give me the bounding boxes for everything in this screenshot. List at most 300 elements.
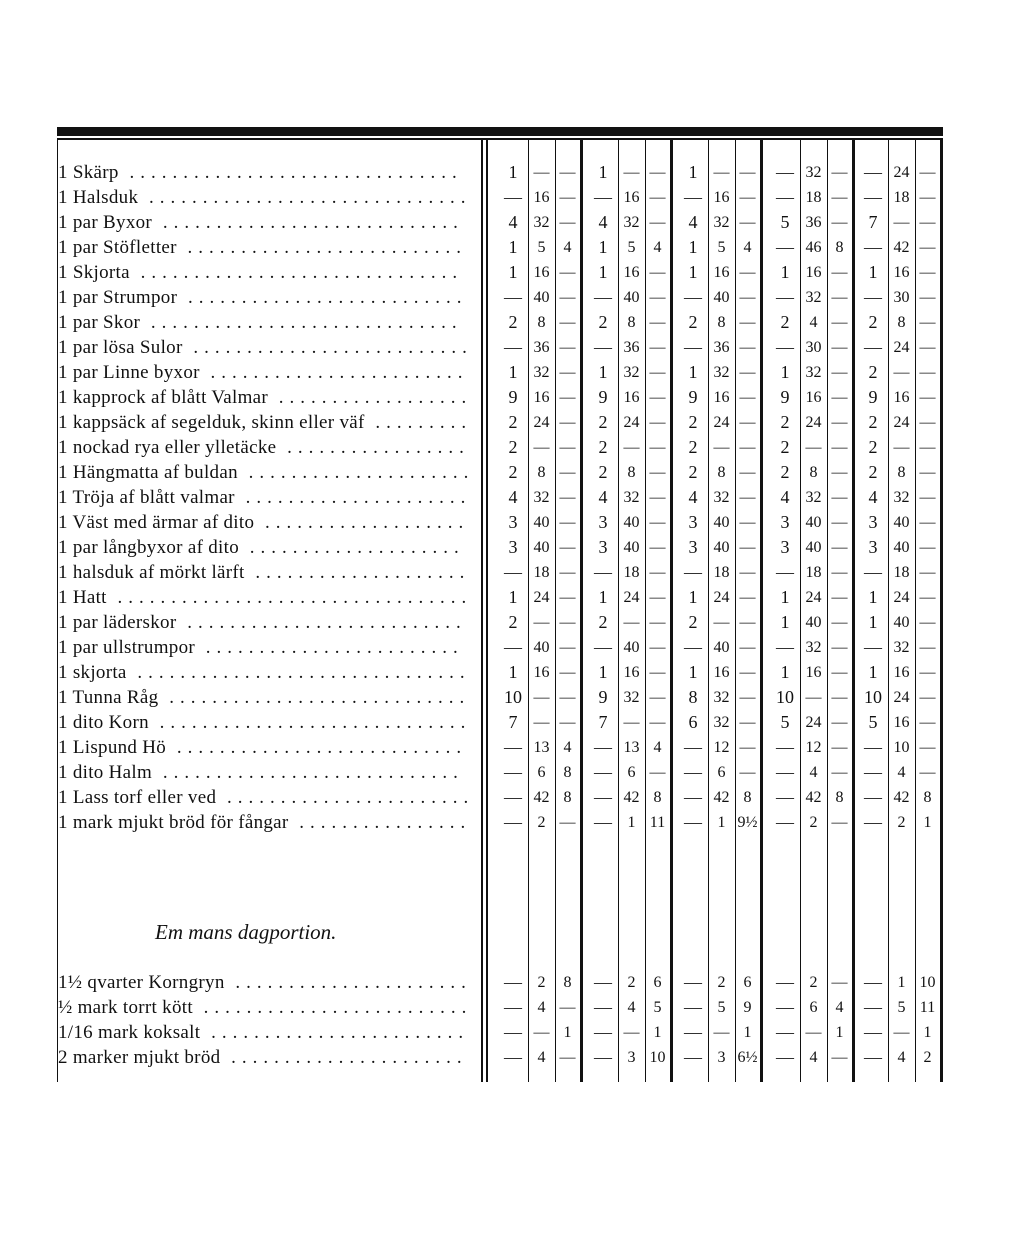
price-cell: — [919,614,936,631]
price-cell: — [919,539,936,556]
price-cell: 42 [533,789,550,806]
table-row [0,435,1024,460]
price-cell: 4 [688,212,698,232]
leader-dots: ........................ [200,1022,470,1043]
price-cell: 40 [805,539,822,556]
price-cell: 3 [868,512,878,532]
price-cell: — [649,439,666,456]
price-cell: 16 [713,189,730,206]
price-cell: — [594,787,612,807]
table-row [0,735,1024,760]
price-cell: 10 [776,687,794,707]
price-cell: 8 [627,464,636,481]
price-cell: — [831,439,848,456]
price-cell: 4 [780,487,790,507]
leader-dots: ............................. [140,312,463,333]
price-cell: — [504,737,522,757]
price-cell: 3 [508,512,518,532]
price-cell: — [864,972,882,992]
price-cell: — [559,489,576,506]
price-cell: — [559,689,576,706]
price-cell: 16 [623,264,640,281]
price-cell: — [919,739,936,756]
leader-dots: .................. [268,387,473,408]
price-cell: — [559,439,576,456]
price-cell: — [684,787,702,807]
price-cell: — [649,264,666,281]
price-cell: — [684,637,702,657]
price-cell: — [623,164,640,181]
item-label [58,360,469,385]
item-label [58,995,472,1020]
price-cell: 32 [623,214,640,231]
price-cell: — [864,337,882,357]
price-cell: 8 [743,789,752,806]
price-cell: — [594,562,612,582]
price-cell: 32 [533,489,550,506]
price-cell: 1 [508,362,518,382]
price-cell: 2 [780,412,790,432]
price-cell: — [831,414,848,431]
table-row [0,285,1024,310]
price-cell: 4 [897,764,906,781]
price-cell: 1 [688,237,698,257]
price-cell: 30 [893,289,910,306]
item-label-text: 1 nockad rya eller ylletäcke [58,437,277,458]
price-cell: 6 [743,974,752,991]
price-cell: 24 [623,414,640,431]
item-label [58,1020,469,1045]
price-cell: 3 [598,537,608,557]
price-cell: — [713,439,730,456]
price-cell: — [533,614,550,631]
leader-dots: .......................... [177,287,468,308]
price-cell: — [649,414,666,431]
item-label-text: 1 Skjorta [58,262,130,283]
price-cell: — [739,339,756,356]
price-cell: 1 [688,362,698,382]
price-cell: — [831,664,848,681]
price-cell: — [649,339,666,356]
price-cell: 24 [533,414,550,431]
price-cell: — [864,237,882,257]
price-cell: 32 [533,364,550,381]
price-cell: — [684,337,702,357]
price-cell: — [831,1049,848,1066]
price-cell: 16 [805,389,822,406]
price-cell: 32 [713,364,730,381]
price-cell: — [831,489,848,506]
price-cell: — [776,787,794,807]
price-cell: 1 [868,662,878,682]
price-cell: 8 [835,239,844,256]
price-cell: 4 [537,999,546,1016]
price-cell: 1 [688,587,698,607]
price-cell: — [649,564,666,581]
price-cell: 2 [688,462,698,482]
price-cell: 18 [713,564,730,581]
item-label-text: 1 halsduk af mörkt lärft [58,562,245,583]
price-cell: — [919,164,936,181]
leader-dots: ........................... [166,737,468,758]
price-cell: 12 [805,739,822,756]
price-cell: — [649,464,666,481]
price-cell: 1 [508,237,518,257]
price-cell: — [713,164,730,181]
leader-dots: ............................. [148,712,472,733]
price-cell: 8 [717,314,726,331]
table-row [0,660,1024,685]
price-cell: — [559,999,576,1016]
price-cell: — [776,997,794,1017]
price-cell: 4 [743,239,752,256]
price-cell: 1 [508,162,518,182]
price-cell: — [831,974,848,991]
price-cell: — [684,737,702,757]
price-cell: 1 [780,612,790,632]
item-label-text: 1 Skärp [58,162,119,183]
price-cell: — [684,287,702,307]
price-cell: — [919,714,936,731]
price-cell: — [623,714,640,731]
price-cell: 3 [688,537,698,557]
table-row [0,710,1024,735]
price-cell: 16 [623,189,640,206]
price-cell: 8 [717,464,726,481]
price-cell: 7 [508,712,518,732]
price-cell: 10 [864,687,882,707]
item-label [58,970,472,995]
price-cell: 8 [897,464,906,481]
price-cell: 18 [623,564,640,581]
price-cell: — [559,264,576,281]
price-cell: 8 [563,789,572,806]
price-cell: — [864,287,882,307]
table-row [0,1045,1024,1070]
table-row [0,760,1024,785]
price-cell: 5 [537,239,546,256]
price-cell: — [739,664,756,681]
price-cell: 24 [805,414,822,431]
price-cell: 40 [893,539,910,556]
price-cell: 5 [897,999,906,1016]
price-cell: 32 [893,639,910,656]
item-label [58,210,464,235]
price-cell: — [831,189,848,206]
leader-dots: ............................... [126,662,471,683]
price-cell: 32 [623,489,640,506]
price-cell: — [776,337,794,357]
price-cell: — [831,639,848,656]
price-cell: — [831,264,848,281]
price-cell: 10 [504,687,522,707]
price-cell: — [559,289,576,306]
item-label [58,260,463,285]
price-cell: 4 [897,1049,906,1066]
price-cell: — [864,812,882,832]
price-cell: 1 [688,262,698,282]
price-cell: 40 [533,514,550,531]
price-cell: 16 [713,664,730,681]
price-cell: 4 [627,999,636,1016]
item-label [58,485,471,510]
price-cell: 5 [780,212,790,232]
price-cell: 1 [868,262,878,282]
price-cell: 16 [533,264,550,281]
price-cell: — [776,1047,794,1067]
price-cell: 4 [653,239,662,256]
price-cell: 5 [653,999,662,1016]
price-cell: — [831,589,848,606]
price-cell: 40 [713,639,730,656]
price-cell: — [739,514,756,531]
price-cell: — [831,689,848,706]
price-cell: — [739,639,756,656]
item-label-text: 1 par Strumpor [58,287,178,308]
price-cell: — [776,187,794,207]
table-row [0,460,1024,485]
price-cell: 40 [533,289,550,306]
price-cell: — [739,714,756,731]
price-cell: — [919,589,936,606]
price-cell: 4 [688,487,698,507]
price-cell: — [919,339,936,356]
price-cell: 16 [805,264,822,281]
price-cell: — [739,189,756,206]
price-cell: 40 [713,289,730,306]
price-cell: — [533,1024,550,1041]
price-cell: 12 [713,739,730,756]
price-cell: — [713,1024,730,1041]
price-cell: 1 [835,1024,844,1041]
price-cell: — [831,164,848,181]
price-cell: 8 [897,314,906,331]
price-cell: — [649,214,666,231]
price-cell: 2 [868,462,878,482]
price-cell: — [739,764,756,781]
item-label-text: 1 par Byxor [58,212,153,233]
price-cell: — [684,972,702,992]
price-cell: — [919,689,936,706]
price-cell: 42 [805,789,822,806]
price-cell: — [533,689,550,706]
price-cell: 9 [743,999,752,1016]
price-cell: 1 [598,662,608,682]
price-cell: 2 [809,974,818,991]
price-cell: — [831,614,848,631]
price-cell: 2 [868,412,878,432]
price-cell: — [594,1022,612,1042]
table-row [0,585,1024,610]
price-cell: 3 [627,1049,636,1066]
price-cell: 36 [805,214,822,231]
price-cell: — [893,1024,910,1041]
price-cell: — [831,564,848,581]
price-cell: 10 [919,974,936,991]
price-cell: 3 [598,512,608,532]
table-row [0,1020,1024,1045]
price-cell: — [649,639,666,656]
price-cell: 1 [780,587,790,607]
price-cell: — [919,439,936,456]
price-cell: 8 [563,974,572,991]
item-label [58,760,464,785]
price-cell: 4 [868,487,878,507]
price-cell: — [893,214,910,231]
price-cell: 16 [893,264,910,281]
leader-dots: ........................ [195,637,464,658]
price-cell: — [739,689,756,706]
price-cell: 40 [713,514,730,531]
price-cell: 32 [623,364,640,381]
price-cell: 24 [893,689,910,706]
price-cell: 18 [893,564,910,581]
price-cell: — [559,1049,576,1066]
price-cell: 4 [598,212,608,232]
price-cell: — [919,214,936,231]
item-label-text: 2 marker mjukt bröd [58,1047,221,1068]
price-cell: 4 [835,999,844,1016]
item-label [58,385,472,410]
leader-dots: .......................... [176,612,467,633]
price-cell: — [594,737,612,757]
price-cell: 1 [923,814,932,831]
price-cell: 2 [780,462,790,482]
table-row [0,995,1024,1020]
price-cell: — [649,714,666,731]
price-cell: 2 [688,412,698,432]
item-label [58,160,463,185]
price-cell: 10 [649,1049,666,1066]
price-cell: 40 [623,289,640,306]
item-label-text: 1 dito Korn [58,712,149,733]
price-cell: — [776,162,794,182]
price-cell: — [919,314,936,331]
price-cell: — [919,239,936,256]
price-cell: 40 [533,639,550,656]
price-cell: 2 [598,312,608,332]
price-cell: 3 [508,537,518,557]
item-label [58,535,465,560]
item-label-text: 1 dito Halm [58,762,153,783]
price-cell: 42 [623,789,640,806]
item-label-text: 1 Tunna Råg [58,687,159,708]
price-cell: — [504,637,522,657]
price-cell: 16 [893,714,910,731]
price-cell: 32 [623,689,640,706]
price-cell: — [649,539,666,556]
price-cell: 2 [598,462,608,482]
price-cell: 2 [598,437,608,457]
item-label-text: 1 par ullstrumpor [58,637,196,658]
price-cell: — [739,564,756,581]
price-cell: 8 [835,789,844,806]
price-cell: — [919,564,936,581]
price-cell: 5 [868,712,878,732]
price-cell: — [919,189,936,206]
price-cell: — [649,314,666,331]
price-cell: — [623,614,640,631]
leader-dots: ......................... [192,997,473,1018]
price-cell: — [919,289,936,306]
price-cell: — [893,439,910,456]
price-cell: 2 [598,612,608,632]
price-cell: — [559,314,576,331]
leader-dots: ................. [276,437,470,458]
price-cell: 24 [893,414,910,431]
price-cell: — [919,364,936,381]
leader-dots: .............................. [138,187,472,208]
price-cell: 1 [868,587,878,607]
price-cell: 1 [508,587,518,607]
price-cell: — [649,664,666,681]
table-row [0,560,1024,585]
price-cell: — [504,562,522,582]
item-label-text: 1 par lösa Sulor [58,337,183,358]
price-cell: — [559,414,576,431]
price-cell: — [684,562,702,582]
item-label-text: 1 Lispund Hö [58,737,167,758]
price-cell: 6 [688,712,698,732]
price-cell: — [684,187,702,207]
price-cell: 8 [563,764,572,781]
price-cell: 8 [923,789,932,806]
price-cell: — [623,1024,640,1041]
price-cell: — [559,814,576,831]
price-cell: 5 [717,999,726,1016]
leader-dots: ..................... [234,487,472,508]
price-cell: 2 [923,1049,932,1066]
item-label-text: 1½ qvarter Korngryn [58,972,225,993]
price-cell: 2 [537,974,546,991]
price-cell: 1 [923,1024,932,1041]
price-cell: 7 [868,212,878,232]
leader-dots: ....................... [216,787,475,808]
price-cell: — [684,762,702,782]
item-label [58,785,474,810]
price-cell: — [594,762,612,782]
item-label [58,560,470,585]
item-label [58,510,469,535]
item-label [58,310,463,335]
price-cell: — [504,287,522,307]
price-cell: 16 [893,389,910,406]
item-label-text: 1 skjorta [58,662,127,683]
price-cell: 1 [743,1024,752,1041]
price-cell: — [594,187,612,207]
price-cell: 2 [717,974,726,991]
price-cell: — [559,339,576,356]
price-cell: — [739,539,756,556]
price-cell: — [594,812,612,832]
item-label-text: 1/16 mark koksalt [58,1022,201,1043]
leader-dots: .................... [239,537,465,558]
table-row [0,310,1024,335]
price-cell: 1 [688,662,698,682]
table-row [0,485,1024,510]
price-cell: 6 [627,764,636,781]
price-cell: — [559,589,576,606]
price-cell: — [649,514,666,531]
item-label-text: 1 mark mjukt bröd för fångar [58,812,289,833]
price-cell: 13 [623,739,640,756]
price-cell: — [739,414,756,431]
item-label [58,810,471,835]
price-cell: 6 [717,764,726,781]
price-cell: — [919,489,936,506]
price-cell: — [649,489,666,506]
price-cell: 16 [893,664,910,681]
